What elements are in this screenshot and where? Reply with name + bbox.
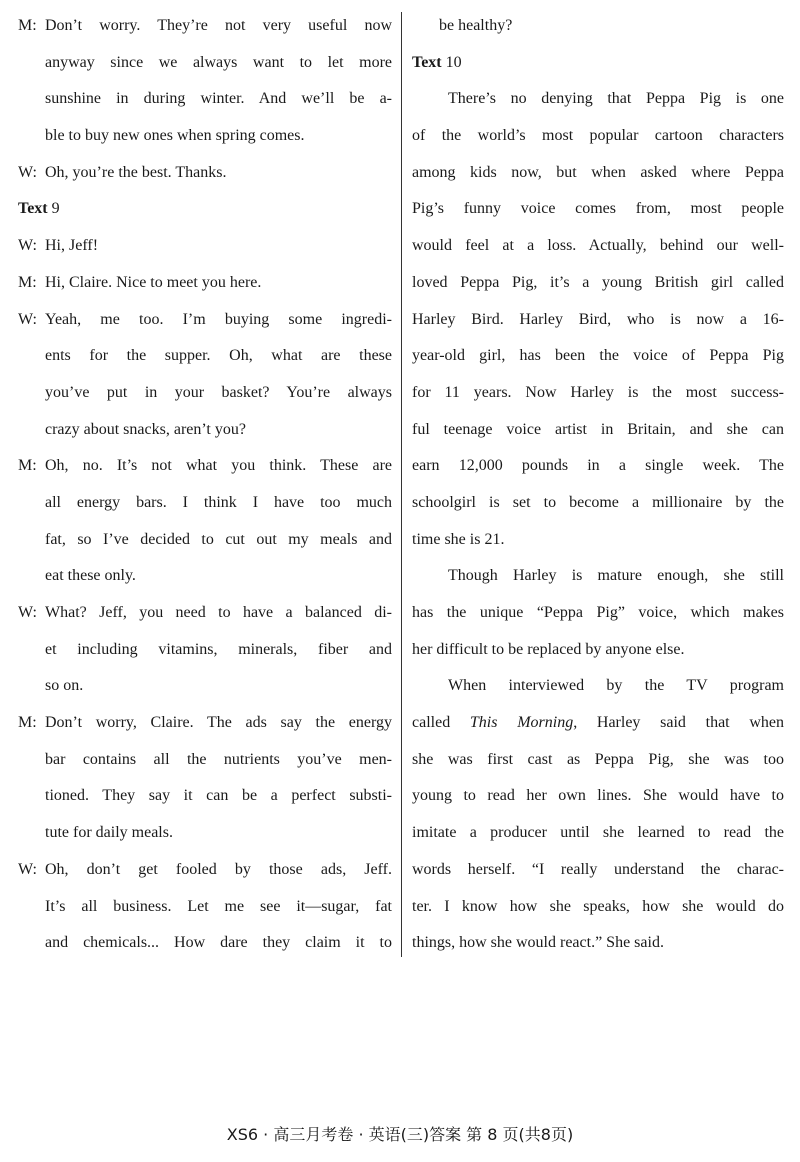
paragraph-line (412, 889, 784, 926)
dialogue-line (18, 8, 392, 45)
section-heading (412, 45, 784, 82)
dialogue-line (18, 742, 392, 779)
heading-number: 10 (441, 53, 462, 71)
line-text: for 11 years. Now Harley is the most success- (412, 383, 784, 401)
line-text: Hi, Claire. Nice to meet you here. (45, 273, 262, 291)
paragraph-line (412, 558, 784, 595)
speaker-label: M: (18, 273, 37, 291)
paragraph-line (412, 191, 784, 228)
line-text: year-old girl, has been the voice of Peppa Pig (412, 347, 784, 365)
dialogue-line (18, 815, 392, 852)
line-text: Don’t worry. They’re not very useful now (45, 17, 392, 34)
dialogue-line (18, 81, 392, 118)
paragraph-line (412, 815, 784, 852)
dialogue-line (18, 705, 392, 742)
paragraph-line (412, 705, 784, 742)
left-column (18, 8, 392, 962)
line-text: earn 12,000 pounds in a single week. The (412, 457, 784, 475)
dialogue-line (18, 228, 392, 265)
speaker-label: M: (18, 17, 37, 34)
line-text: her difficult to be replaced by anyone else. (412, 640, 685, 658)
line-text: you’ve put in your basket? You’re always (45, 383, 392, 401)
right-column (412, 8, 784, 962)
line-text: Hi, Jeff! (45, 237, 99, 255)
line-text: et including vitamins, minerals, fiber and (45, 640, 392, 658)
speaker-label: W: (18, 163, 37, 181)
line-text: It’s all business. Let me see it—sugar, fat (45, 897, 392, 915)
line-text: loved Peppa Pig, it’s a young British girl called (412, 273, 784, 291)
page-footer: XS6 · 高三月考卷 · 英语(三)答案 第 8 页(共8页) (226, 1125, 574, 1144)
line-text: Oh, no. It’s not what you think. These are (45, 457, 392, 475)
line-text: among kids now, but when asked where Peppa (412, 163, 784, 181)
line-text: has the unique “Peppa Pig” voice, which makes (412, 604, 784, 621)
paragraph-line (412, 8, 784, 45)
paragraph-line (412, 228, 784, 265)
line-text: would feel at a loss. Actually, behind our well- (412, 237, 784, 255)
dialogue-line (18, 338, 392, 375)
speaker-label: W: (18, 237, 37, 255)
paragraph-line (412, 668, 784, 705)
paragraph-line (412, 302, 784, 339)
line-text: Yeah, me too. I’m buying some ingredi- (45, 310, 392, 328)
line-text: fat, so I’ve decided to cut out my meals and (45, 530, 392, 548)
paragraph-line (412, 265, 784, 302)
line-text: ble to buy new ones when spring comes. (45, 127, 305, 145)
column-divider (401, 12, 402, 957)
speaker-label: M: (18, 457, 37, 475)
line-text: ter. I know how she speaks, how she would do (412, 897, 784, 915)
paragraph-line (412, 118, 784, 155)
line-text: When interviewed by the TV program (448, 677, 784, 695)
line-text: Pig’s funny voice comes from, most people (412, 200, 784, 218)
line-text: time she is 21. (412, 530, 505, 548)
line-text: eat these only. (45, 567, 136, 585)
speaker-label: W: (18, 860, 37, 878)
dialogue-line (18, 852, 392, 889)
line-text: Though Harley is mature enough, she still (448, 567, 784, 585)
paragraph-line (412, 448, 784, 485)
heading-label: Text (412, 53, 442, 71)
paragraph-line (412, 81, 784, 118)
speaker-label: W: (18, 310, 37, 328)
dialogue-line (18, 778, 392, 815)
paragraph-line (412, 925, 784, 962)
paragraph-line (412, 375, 784, 412)
line-text: crazy about snacks, aren’t you? (45, 420, 246, 438)
dialogue-line (18, 265, 392, 302)
line-text: be healthy? (439, 17, 513, 34)
line-text: anyway since we always want to let more (45, 53, 392, 71)
line-text: schoolgirl is set to become a millionaire by the (412, 493, 784, 511)
paragraph-line (412, 595, 784, 632)
dialogue-line (18, 448, 392, 485)
dialogue-line (18, 155, 392, 192)
section-heading (18, 191, 392, 228)
dialogue-line (18, 375, 392, 412)
line-text: imitate a producer until she learned to read the (412, 824, 784, 842)
heading-number: 9 (47, 200, 60, 218)
line-text: young to read her own lines. She would have to (412, 787, 784, 805)
line-text: of the world’s most popular cartoon characters (412, 127, 784, 145)
dialogue-line (18, 925, 392, 962)
paragraph-line (412, 155, 784, 192)
dialogue-line (18, 595, 392, 632)
paragraph-line (412, 485, 784, 522)
paragraph-line (412, 742, 784, 779)
dialogue-line (18, 558, 392, 595)
dialogue-line (18, 889, 392, 926)
speaker-label: M: (18, 714, 37, 732)
line-text: words herself. “I really understand the charac- (412, 860, 784, 878)
line-text: What? Jeff, you need to have a balanced di- (45, 604, 392, 621)
line-text: tioned. They say it can be a perfect substi- (45, 787, 392, 805)
heading-label: Text (18, 200, 48, 218)
line-text: Harley Bird. Harley Bird, who is now a 16- (412, 310, 784, 328)
paragraph-line (412, 338, 784, 375)
dialogue-line (18, 632, 392, 669)
dialogue-line (18, 485, 392, 522)
line-text: bar contains all the nutrients you’ve men- (45, 750, 392, 768)
line-text: called This Morning, Harley said that when (412, 714, 784, 732)
paragraph-line (412, 522, 784, 559)
line-text: Oh, you’re the best. Thanks. (45, 163, 227, 181)
paragraph-line (412, 852, 784, 889)
line-text: and chemicals... How dare they claim it to (45, 934, 392, 952)
line-text: so on. (45, 677, 84, 695)
dialogue-line (18, 302, 392, 339)
dialogue-line (18, 522, 392, 559)
line-text: sunshine in during winter. And we’ll be a- (45, 90, 392, 108)
paragraph-line (412, 778, 784, 815)
paragraph-line (412, 412, 784, 449)
line-text: she was first cast as Peppa Pig, she was too (412, 750, 784, 768)
dialogue-line (18, 668, 392, 705)
line-text: tute for daily meals. (45, 824, 173, 842)
paragraph-line (412, 632, 784, 669)
line-text: all energy bars. I think I have too much (45, 493, 392, 511)
dialogue-line (18, 45, 392, 82)
line-text: ents for the supper. Oh, what are these (45, 347, 392, 365)
dialogue-line (18, 412, 392, 449)
line-text: Oh, don’t get fooled by those ads, Jeff. (45, 860, 392, 878)
dialogue-line (18, 118, 392, 155)
speaker-label: W: (18, 604, 37, 621)
line-text: Don’t worry, Claire. The ads say the energy (45, 714, 392, 732)
line-text: ful teenage voice artist in Britain, and she can (412, 420, 784, 438)
line-text: There’s no denying that Peppa Pig is one (448, 90, 784, 108)
line-text: things, how she would react.” She said. (412, 934, 664, 952)
